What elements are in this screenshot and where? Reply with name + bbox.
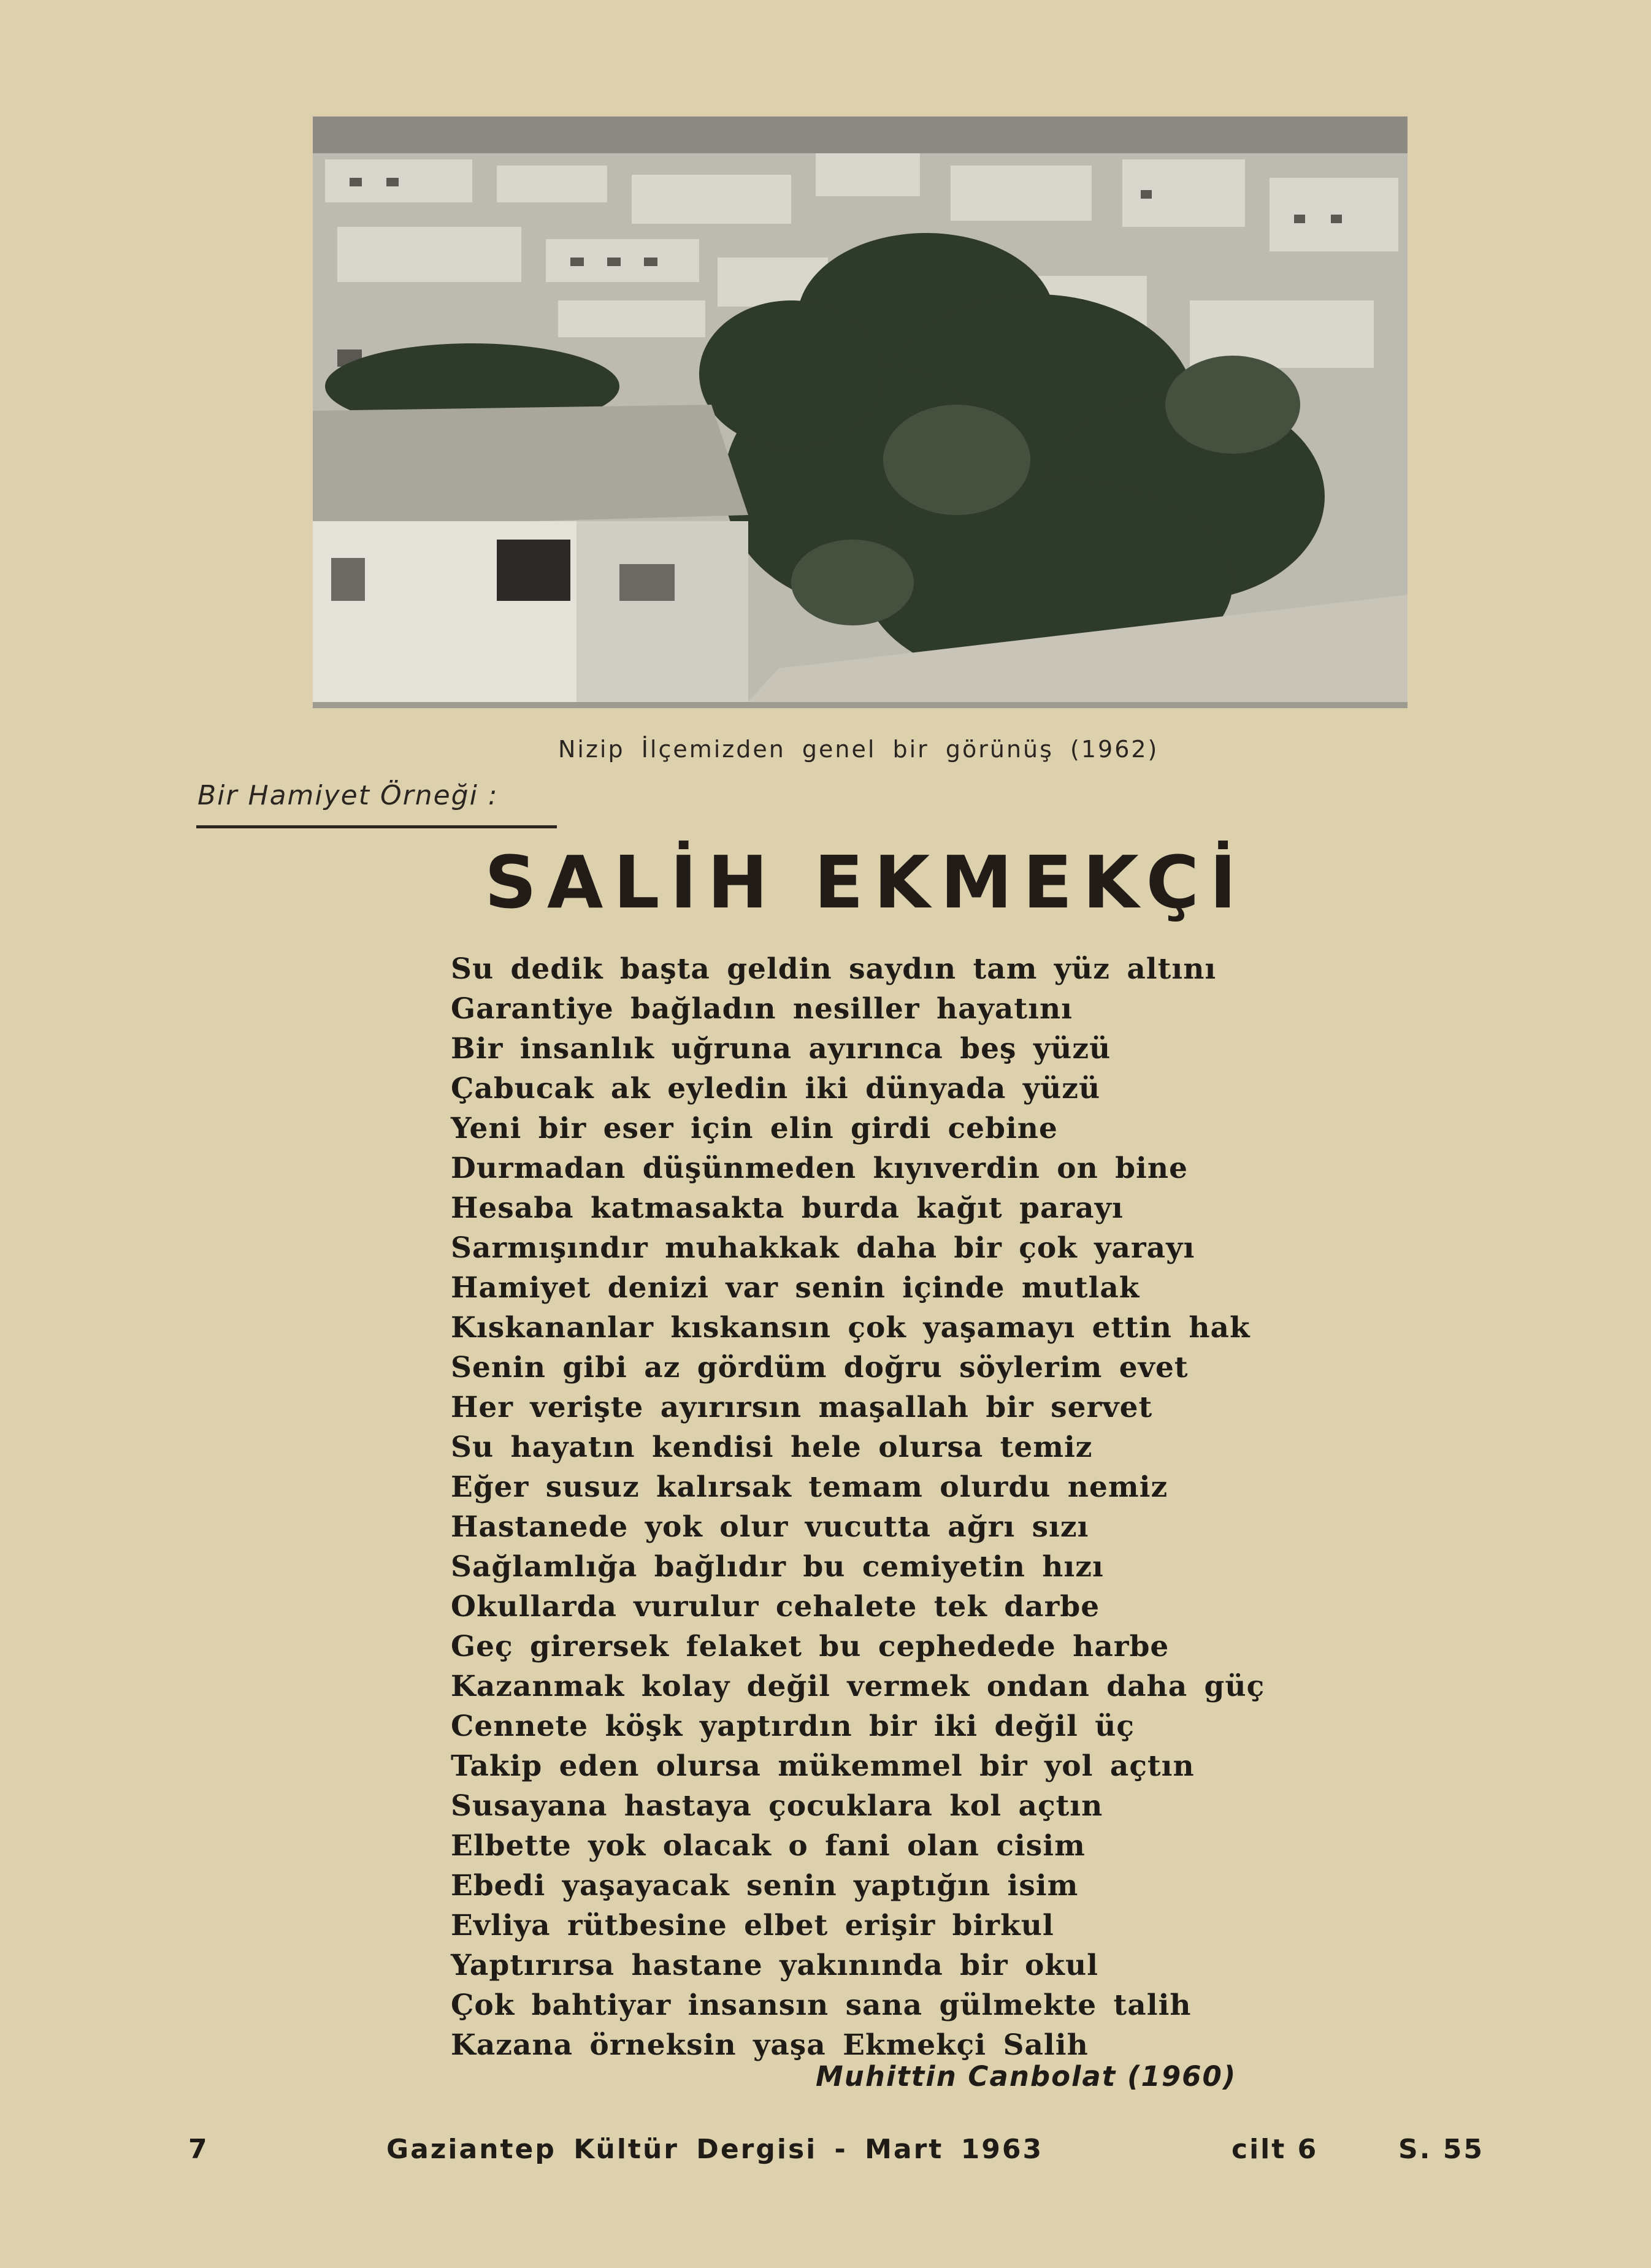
poem-line: Durmadan düşünmeden kıyıverdin on bine xyxy=(451,1151,1188,1185)
journal-name: Gaziantep Kültür Dergisi - Mart 1963 xyxy=(386,2134,1044,2165)
poem-line: Geç girersek felaket bu cephedede harbe xyxy=(451,1630,1170,1663)
poem-body xyxy=(451,949,1266,2065)
poem-line: Her verişte ayırırsın maşallah bir servet xyxy=(451,1391,1153,1424)
issue-number: S. 55 xyxy=(1398,2134,1484,2165)
poem-line: Hesaba katmasakta burda kağıt parayı xyxy=(451,1191,1124,1225)
poem-line: Ebedi yaşayacak senin yaptığın isim xyxy=(451,1869,1079,1903)
poem-line: Sağlamlığa bağlıdır bu cemiyetin hızı xyxy=(451,1550,1104,1584)
poem-line: Yaptırırsa hastane yakınında bir okul xyxy=(451,1949,1098,1982)
poem-line: Kazana örneksin yaşa Ekmekçi Salih xyxy=(451,2028,1089,2062)
poem-line: Takip eden olursa mükemmel bir yol açtın xyxy=(451,1749,1195,1783)
town-photo xyxy=(313,116,1408,708)
page-number: 7 xyxy=(188,2134,209,2165)
poem-line: Okullarda vurulur cehalete tek darbe xyxy=(451,1590,1100,1624)
poem-line: Garantiye bağladın nesiller hayatını xyxy=(451,992,1073,1026)
poem-line: Hamiyet denizi var senin içinde mutlak xyxy=(451,1271,1140,1305)
poem-author: Muhittin Canbolat (1960) xyxy=(816,2060,1237,2093)
poem-line: Çabucak ak eyledin iki dünyada yüzü xyxy=(451,1072,1101,1105)
poem-line: Bir insanlık uğruna ayırınca beş yüzü xyxy=(451,1032,1111,1066)
poem-line: Evliya rütbesine elbet erişir birkul xyxy=(451,1909,1054,1942)
poem-line: Eğer susuz kalırsak temam olurdu nemiz xyxy=(451,1470,1168,1504)
poem-line: Çok bahtiyar insansın sana gülmekte talih xyxy=(451,1988,1192,2022)
section-divider xyxy=(196,825,557,828)
section-label: Bir Hamiyet Örneği : xyxy=(197,780,499,811)
poem-line: Sarmışındır muhakkak daha bir çok yarayı xyxy=(451,1231,1195,1265)
volume-number: cilt 6 xyxy=(1232,2134,1319,2165)
poem-line: Senin gibi az gördüm doğru söylerim evet xyxy=(451,1351,1189,1384)
poem-line: Kazanmak kolay değil vermek ondan daha güç xyxy=(451,1670,1265,1703)
poem-line: Cennete köşk yaptırdın bir iki değil üç xyxy=(451,1709,1135,1743)
poem-line: Susayana hastaya çocuklara kol açtın xyxy=(451,1789,1103,1823)
poem-line: Yeni bir eser için elin girdi cebine xyxy=(451,1112,1058,1145)
poem-title: SALİH EKMEKÇİ xyxy=(485,840,1247,925)
photo-caption: Nizip İlçemizden genel bir görünüş (1962) xyxy=(558,736,1159,763)
poem-line: Kıskananlar kıskansın çok yaşamayı ettin hak xyxy=(451,1311,1251,1345)
poem-line: Su hayatın kendisi hele olursa temiz xyxy=(451,1430,1093,1464)
poem-line: Elbette yok olacak o fani olan cisim xyxy=(451,1829,1086,1863)
poem-line: Su dedik başta geldin saydın tam yüz altını xyxy=(451,952,1217,986)
town-photo-illustration xyxy=(313,116,1408,708)
poem-line: Hastanede yok olur vucutta ağrı sızı xyxy=(451,1510,1089,1544)
